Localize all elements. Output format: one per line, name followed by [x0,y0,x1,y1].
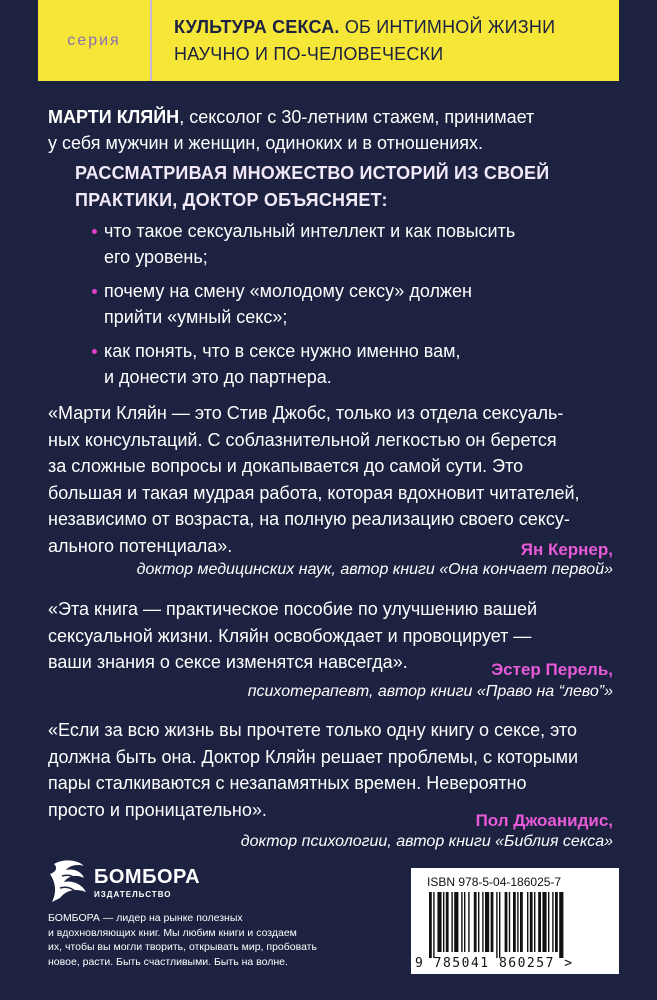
bullet-dot-icon [92,289,97,294]
bullet-dot-icon [92,349,97,354]
bullet-item: как понять, что в сексе нужно именно вам, и донести это до партнера. [92,338,624,390]
lead-line2: ПРАКТИКИ, ДОКТОР ОБЪЯСНЯЕТ: [75,190,388,210]
bullet-item: что такое сексуальный интеллект и как повысить его уровень; [92,218,624,270]
series-title-bold: КУЛЬТУРА СЕКСА. [174,17,340,37]
intro-line2: у себя мужчин и женщин, одиноких и в отношениях. [48,133,483,153]
barcode-bar [505,892,508,952]
barcode-bar [468,892,469,952]
barcode-bar [530,892,533,952]
barcode-bar [552,892,553,952]
barcode-bar [517,892,518,952]
publisher-subtitle: ИЗДАТЕЛЬСТВО [94,890,172,899]
series-title-rest: ОБ ИНТИМНОЙ ЖИЗНИ [339,17,556,37]
review-quote: «Если за всю жизнь вы прочтете только одну книгу о сексе, это должна быть она. Доктор Кляйн решает проблемы, с которыми пары сталкиваются с незапамятных времен. Невероятно просто и проницательно». [48,720,579,820]
bullet-item: почему на смену «молодому сексу» должен прийти «умный секс»; [92,278,624,330]
barcode-bar [474,892,477,952]
barcode-bar [443,892,444,952]
barcode-bar [555,892,558,952]
barcode-bar [513,892,516,952]
barcode-bar [437,892,441,952]
barcode-bar [464,892,465,952]
series-banner [38,0,619,81]
barcode-bar [491,892,494,952]
barcode-bar [527,892,528,952]
barcode-icon [423,892,607,958]
series-title-line2: НАУЧНО И ПО-ЧЕЛОВЕЧЕСКИ [174,44,444,64]
review-credit: доктор медицинских наук, автор книги «Она кончает первой» [136,561,613,578]
barcode-box [411,868,619,974]
review-author: Ян Кернер, [520,540,613,559]
barcode-bar [451,892,452,952]
intro-paragraph [48,104,628,156]
isbn-label: ISBN 978-5-04-186025-7 [427,875,562,889]
review-quote: «Эта книга — практическое пособие по улучшению вашей сексуальной жизни. Кляйн освобождает и провоцирует — ваши знания о сексе изменятся навсегда». [48,599,538,672]
barcode-bar [446,892,449,952]
barcode-bar [559,892,563,958]
barcode-bar [429,892,432,958]
barcode-bar [433,892,434,958]
barcode-bar [520,892,523,952]
barcode-bar [496,892,497,958]
barcode-bar [454,892,458,952]
barcode-bar [461,892,462,952]
barcode-bar [485,892,489,952]
intro-line1: , сексолог с 30-летним стажем, принимает [179,107,535,127]
review-quote: «Марти Кляйн — это Стив Джобс, только из отдела сексуаль- ных консультаций. С соблазнительной легкостью он берется за сложные вопросы и докапывается до самой сути. Это большая и такая мудрая работа, которая вдохновит читателей, независимо от возраста, на полную реализацию своего сексу- ального потенциала». [48,403,580,556]
barcode-bar [548,892,549,952]
review-credit: психотерапевт, автор книги «Право на “лево”» [247,683,613,700]
review-credit: доктор психологии, автор книги «Библия секса» [240,833,613,850]
bullet-dot-icon [92,229,97,234]
publisher-name: БОМБОРА [94,866,201,888]
lead-heading [75,160,635,214]
barcode-bar [509,892,510,952]
barcode-bar [499,892,500,958]
publisher-description: БОМБОРА — лидер на рынке полезных и вдохновляющих книг. Мы любим книги и создаем их, чтобы вы могли творить, открывать мир, пробовать новое, расти. Быть счастливыми. Быть на волне. [48,912,317,968]
series-label: серия [38,0,152,81]
barcode-bar [478,892,479,952]
barcode-bar [538,892,541,952]
barcode-bar [482,892,483,952]
barcode-bar [534,892,535,952]
review-author: Пол Джоанидис, [475,811,613,830]
review-author: Эстер Перель, [491,660,613,679]
barcode-bar [542,892,546,952]
barcode-digits: 9 785041 860257 > [415,956,574,971]
series-title [174,14,609,68]
lead-line1: РАССМАТРИВАЯ МНОЖЕСТВО ИСТОРИЙ ИЗ СВОЕЙ [75,163,550,183]
author-name: МАРТИ КЛЯЙН [48,107,180,127]
